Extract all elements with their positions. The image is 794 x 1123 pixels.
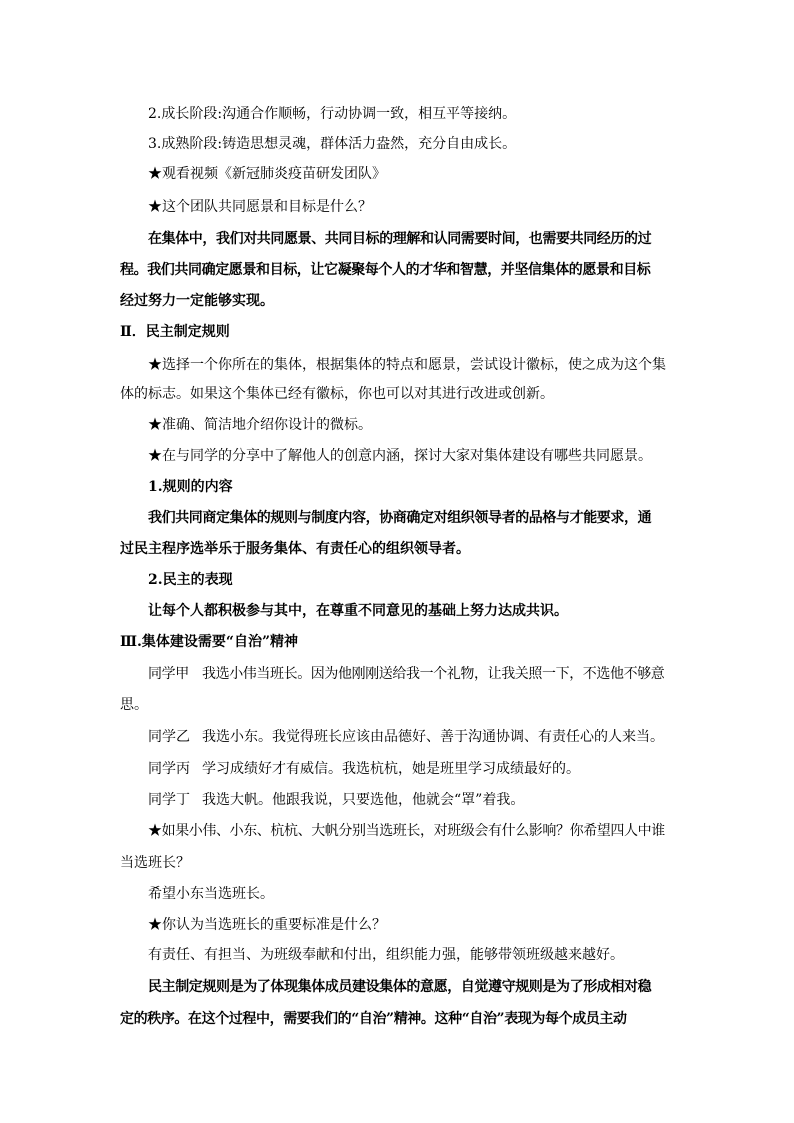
video-question: ★这个团队共同愿景和目标是什么？: [148, 199, 372, 215]
student-a-line1: [148, 664, 664, 684]
video-watch-prompt: ★观看视频《新冠肺炎疫苗研发团队》: [148, 166, 386, 182]
student-d-line: [148, 790, 524, 810]
section3-title: Ⅲ.集体建设需要“自治”精神: [120, 634, 299, 650]
student-d-speaker: 同学丁: [148, 792, 190, 808]
student-a-text: 我选小伟当班长。因为他刚刚送给我一个礼物，让我关照一下，不选他不够意: [202, 666, 665, 682]
democracy-title: 2.民主的表现: [148, 572, 233, 588]
answer2: 有责任、有担当、为班级奉献和付出，组织能力强，能够带领班级越来越好。: [148, 947, 624, 963]
activity3: ★在与同学的分享中了解他人的创意内涵，探讨大家对集体建设有哪些共同愿景。: [148, 448, 652, 464]
student-b-speaker: 同学乙: [148, 729, 190, 745]
student-c-speaker: 同学丙: [148, 761, 190, 777]
question2: ★你认为当选班长的重要标准是什么？: [148, 917, 386, 933]
student-d-text: 我选大帆。他跟我说，只要选他，他就会“罩”着我。: [202, 792, 525, 808]
rules-content-line1: 我们共同商定集体的规则与制度内容，协商确定对组织领导者的品格与才能要求，通: [148, 510, 652, 526]
answer1: 希望小东当选班长。: [148, 886, 274, 902]
student-a-speaker: 同学甲: [148, 666, 189, 682]
student-b-text: 我选小东。我觉得班长应该由品德好、善于沟通协调、有责任心的人来当。: [202, 729, 664, 745]
question1-line1: ★如果小伟、小东、杭杭、大帆分别当选班长，对班级会有什么影响？你希望四人中谁: [148, 823, 665, 839]
student-c-text: 学习成绩好才有威信。我选杭杭，她是班里学习成绩最好的。: [202, 761, 580, 777]
student-a-line2: 思。: [120, 697, 148, 713]
activity1-line1: ★选择一个你所在的集体，根据集体的特点和愿景，尝试设计徽标，使之成为这个集: [148, 357, 666, 373]
summary1-line3: 经过努力一定能够实现。: [120, 293, 274, 309]
rules-content-title: 1.规则的内容: [148, 479, 233, 495]
stage-growth: 2.成长阶段:沟通合作顺畅，行动协调一致，相互平等接纳。: [148, 106, 517, 122]
question1-line2: 当选班长？: [120, 855, 190, 871]
activity1-line2: 体的标志。如果这个集体已经有徽标，你也可以对其进行改进或创新。: [120, 386, 554, 402]
rules-content-line2: 过民主程序选举乐于服务集体、有责任心的组织领导者。: [120, 541, 470, 557]
summary1-line1: 在集体中，我们对共同愿景、共同目标的理解和认同需要时间，也需要共同经历的过: [148, 231, 652, 247]
student-b-line: [148, 727, 664, 747]
student-c-line: [148, 759, 580, 779]
democracy-text: 让每个人都积极参与其中，在尊重不同意见的基础上努力达成共识。: [148, 603, 568, 619]
activity2: ★准确、简洁地介绍你设计的微标。: [148, 417, 372, 433]
section2-title: Ⅱ．民主制定规则: [120, 324, 230, 340]
summary2-line1: 民主制定规则是为了体现集体成员建设集体的意愿，自觉遵守规则是为了形成相对稳: [148, 979, 652, 995]
summary2-line2: 定的秩序。在这个过程中，需要我们的“自治”精神。这种“自治”表现为每个成员主动: [120, 1011, 627, 1027]
summary1-line2: 程。我们共同确定愿景和目标，让它凝聚每个人的才华和智慧，并坚信集体的愿景和目标: [120, 262, 651, 278]
stage-mature: 3.成熟阶段:铸造思想灵魂，群体活力盎然，充分自由成长。: [148, 136, 517, 152]
